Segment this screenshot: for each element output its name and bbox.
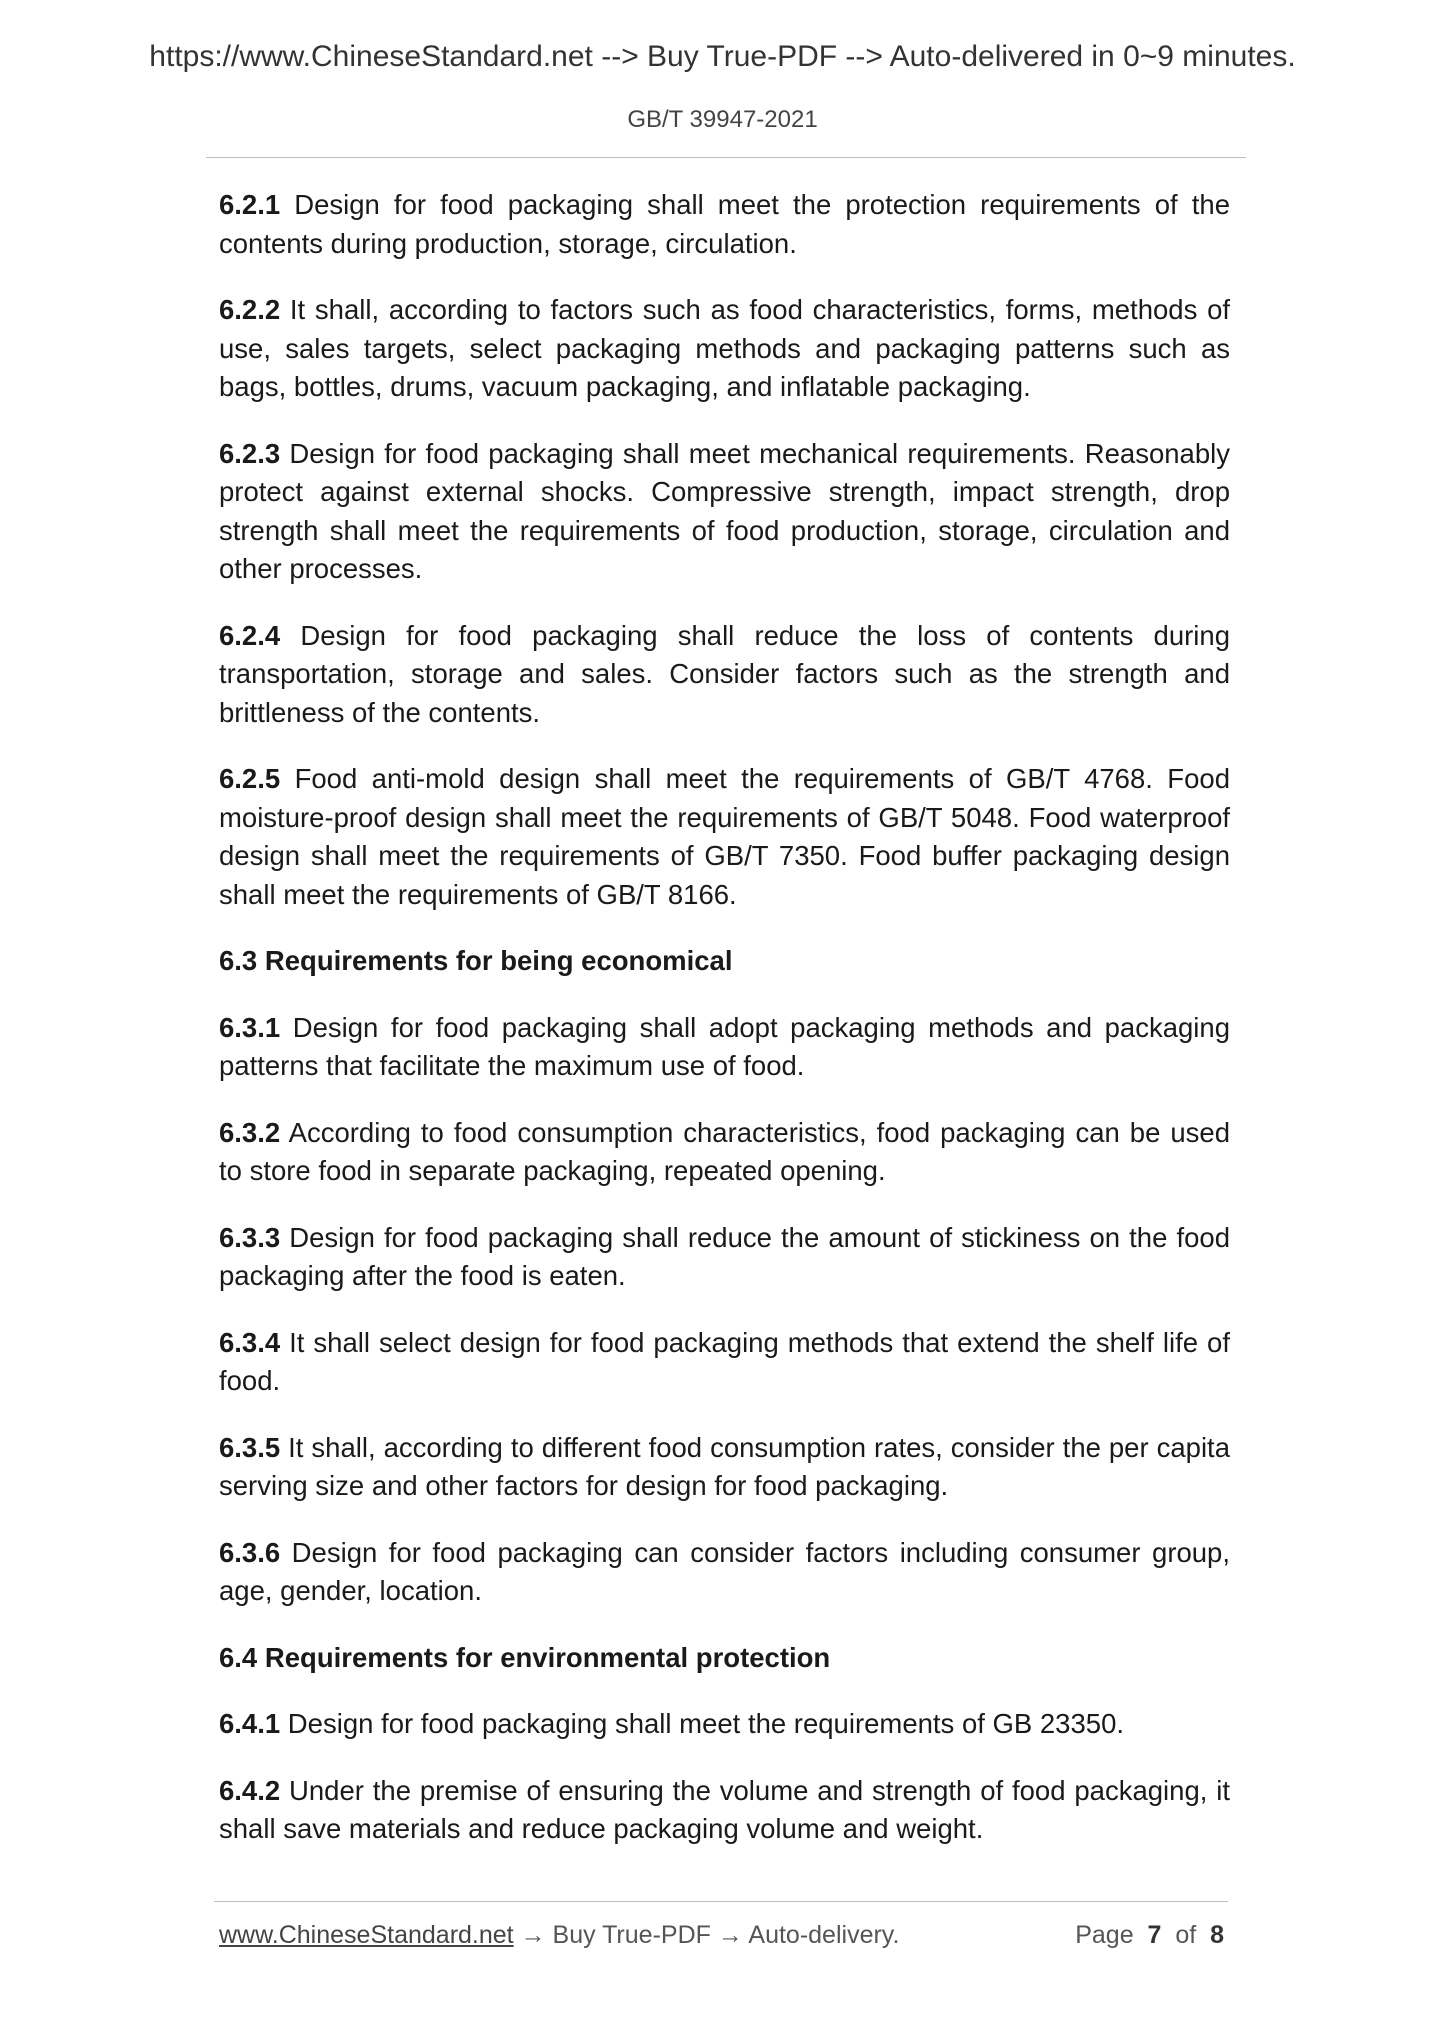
section-heading-6-3: 6.3 Requirements for being economical — [219, 945, 733, 976]
clause-6-3-3 — [219, 1219, 1230, 1296]
of-label: of — [1175, 1921, 1197, 1949]
clause-text: It shall, according to factors such as food characteristics, forms, methods of use, sales targets, select packaging methods and packaging patterns such as bags, bottles, drums, vacuum packaging, and inflatable packaging. — [219, 294, 1230, 402]
clause-number: 6.2.4 — [219, 619, 281, 651]
clause-6-4-1 — [219, 1705, 1230, 1744]
clause-text: Design for food packaging shall meet the protection requirements of the contents during production, storage, circulation. — [219, 189, 1230, 259]
clause-number: 6.3.1 — [219, 1011, 281, 1043]
clause-text: Design for food packaging shall reduce the loss of contents during transportation, storage and sales. Consider factors such as the strength and brittleness of the contents. — [219, 619, 1230, 728]
clause-6-2-1 — [219, 186, 1230, 263]
clause-6-4-2 — [219, 1772, 1230, 1849]
section-heading-6-4: 6.4 Requirements for environmental protection — [219, 1641, 831, 1673]
footer-left — [219, 1921, 899, 1950]
document-code: GB/T 39947-2021 — [627, 106, 818, 133]
clause-text: Under the premise of ensuring the volume and strength of food packaging, it shall save materials and reduce packaging volume and weight. — [219, 1774, 1230, 1844]
header-divider — [206, 157, 1246, 158]
top-banner: https://www.ChineseStandard.net --> Buy True-PDF --> Auto-delivered in 0~9 minutes. — [149, 40, 1296, 73]
clause-number: 6.3.5 — [219, 1431, 281, 1463]
clause-6-2-5 — [219, 760, 1230, 914]
page-label: Page — [1075, 1921, 1134, 1949]
clause-number: 6.3.2 — [219, 1116, 281, 1148]
clause-number: 6.3.6 — [219, 1536, 281, 1568]
footer-site-link[interactable]: www.ChineseStandard.net — [219, 1921, 514, 1949]
clause-text: It shall, according to different food consumption rates, consider the per capita serving size and other factors for design for food packaging. — [219, 1431, 1230, 1501]
clause-text: According to food consumption characteristics, food packaging can be used to store food in separate packaging, repeated opening. — [219, 1116, 1230, 1186]
clause-number: 6.4.1 — [219, 1708, 281, 1739]
clause-text: Design for food packaging shall reduce the amount of stickiness on the food packaging after the food is eaten. — [219, 1221, 1230, 1291]
clause-6-3-5 — [219, 1429, 1230, 1506]
clause-text: Food anti-mold design shall meet the requirements of GB/T 4768. Food moisture-proof design shall meet the requirements of GB/T 5048. Food waterproof design shall meet the requirements of GB/T 7350. Food buffer packaging design shall meet the requirements of GB/T 8166. — [219, 763, 1230, 910]
clause-text: Design for food packaging shall meet the requirements of GB 23350. — [280, 1708, 1124, 1739]
clause-number: 6.2.5 — [219, 763, 281, 794]
clause-number: 6.3.4 — [219, 1326, 281, 1358]
clause-6-2-4 — [219, 617, 1230, 733]
clause-6-3-4 — [219, 1324, 1230, 1401]
clause-6-3-6 — [219, 1534, 1230, 1611]
clause-text: It shall select design for food packaging methods that extend the shelf life of food. — [219, 1326, 1230, 1396]
page-current: 7 — [1147, 1921, 1162, 1949]
clause-text: Design for food packaging shall meet mechanical requirements. Reasonably protect against external shocks. Compressive strength, impact strength, drop strength shall meet the requirements of food production, storage, circulation and other processes. — [219, 437, 1230, 584]
clause-6-3-2 — [219, 1114, 1230, 1191]
clause-number: 6.2.1 — [219, 189, 281, 220]
clause-number: 6.2.3 — [219, 437, 281, 469]
clause-text: Design for food packaging shall adopt packaging methods and packaging patterns that facilitate the maximum use of food. — [219, 1011, 1230, 1081]
clause-number: 6.4.2 — [219, 1774, 281, 1806]
clause-text: Design for food packaging can consider factors including consumer group, age, gender, location. — [219, 1536, 1230, 1606]
clause-6-3-1 — [219, 1009, 1230, 1086]
page-content — [219, 186, 1230, 1877]
page-total: 8 — [1210, 1921, 1224, 1949]
clause-number: 6.3.3 — [219, 1221, 281, 1253]
page-indicator — [1075, 1921, 1224, 1950]
clause-number: 6.2.2 — [219, 294, 281, 325]
footer-tagline: → Buy True-PDF → Auto-delivery. — [513, 1921, 900, 1949]
clause-6-2-3 — [219, 435, 1230, 589]
footer-divider — [214, 1901, 1228, 1902]
clause-6-2-2 — [219, 291, 1230, 407]
